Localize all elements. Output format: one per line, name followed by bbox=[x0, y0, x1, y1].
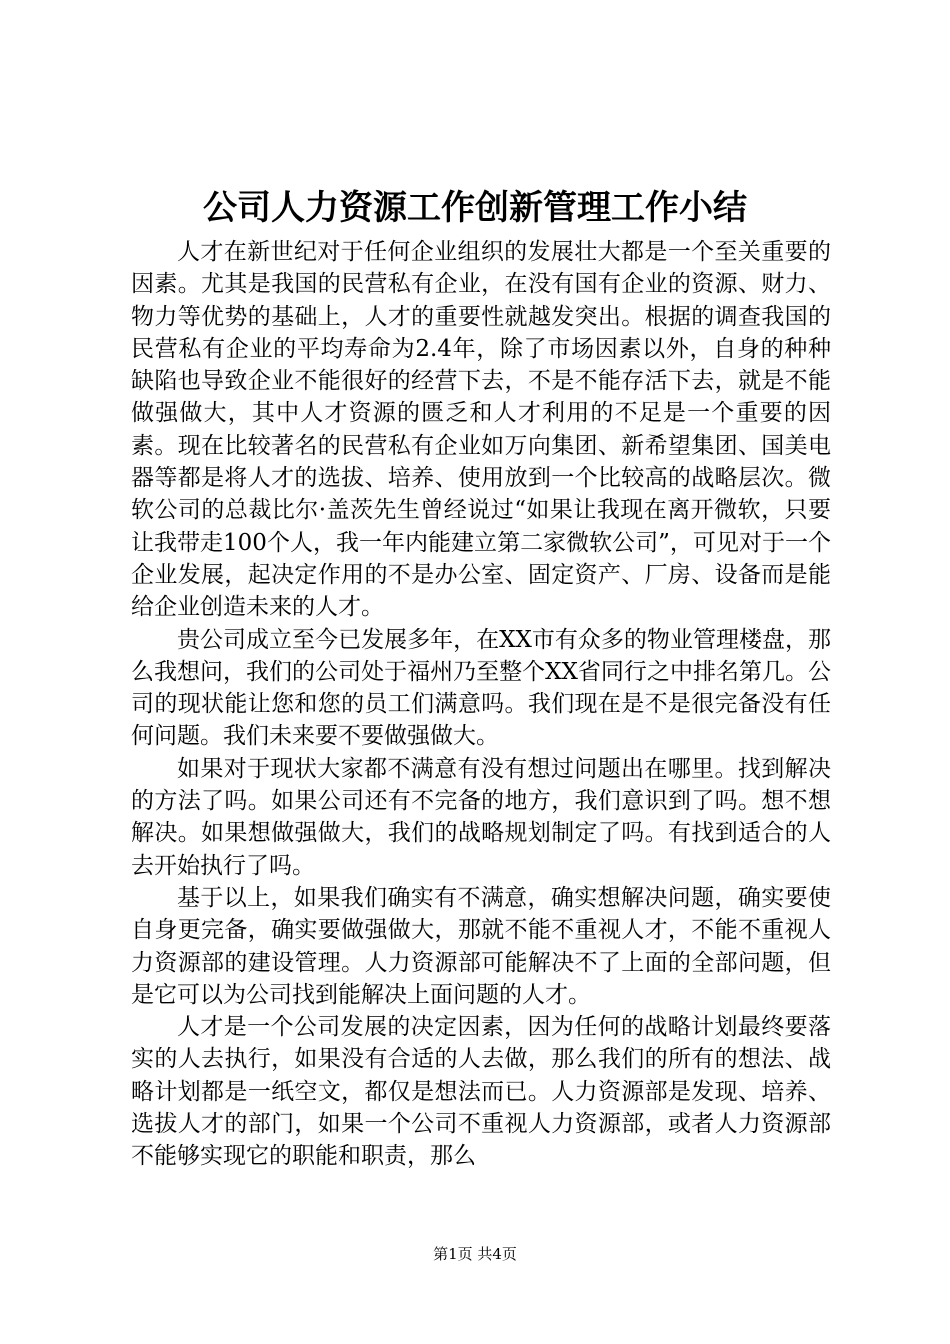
document-title: 公司人力资源工作创新管理工作小结 bbox=[203, 188, 747, 228]
paragraph-5: 人才是一个公司发展的决定因素，因为任何的战略计划最终要落实的人去执行，如果没有合适的人去做，那么我们的所有的想法、战略计划都是一纸空文，都仅是想法而已。人力资源部是发现、培养、选拔人才的部门，如果一个公司不重视人力资源部，或者人力资源部不能够实现它的职能和职责，那么 bbox=[131, 1014, 831, 1170]
document-body bbox=[131, 236, 831, 1173]
paragraph-3: 如果对于现状大家都不满意有没有想过问题出在哪里。找到解决的方法了吗。如果公司还有不完备的地方，我们意识到了吗。想不想解决。如果想做强做大，我们的战略规划制定了吗。有找到适合的人去开始执行了吗。 bbox=[131, 755, 831, 879]
paragraph-4: 基于以上，如果我们确实有不满意，确实想解决问题，确实要使自身更完备，确实要做强做大，那就不能不重视人才，不能不重视人力资源部的建设管理。人力资源部可能解决不了上面的全部问题，但是它可以为公司找到能解决上面问题的人才。 bbox=[131, 884, 831, 1008]
paragraph-2: 贵公司成立至今已发展多年，在XX市有众多的物业管理楼盘，那么我想问，我们的公司处于福州乃至整个XX省同行之中排名第几。公司的现状能让您和您的员工们满意吗。我们现在是不是很完备没有任何问题。我们未来要不要做强做大。 bbox=[131, 626, 831, 750]
paragraph-1: 人才在新世纪对于任何企业组织的发展壮大都是一个至关重要的因素。尤其是我国的民营私有企业，在没有国有企业的资源、财力、物力等优势的基础上，人才的重要性就越发突出。根据的调查我国的民营私有企业的平均寿命为2.4年，除了市场因素以外，自身的种种缺陷也导致企业不能很好的经营下去，不是不能存活下去，就是不能做强做大，其中人才资源的匮乏和人才利用的不足是一个重要的因素。现在比较著名的民营私有企业如万向集团、新希望集团、国美电器等都是将人才的选拔、培养、使用放到一个比较高的战略层次。微软公司的总裁比尔·盖茨先生曾经说过“如果让我现在离开微软，只要让我带走100个人，我一年内能建立第二家微软公司”，可见对于一个企业发展，起决定作用的不是办公室、固定资产、厂房、设备而是能给企业创造未来的人才。 bbox=[131, 239, 831, 621]
page-number-footer: 第1页 共4页 bbox=[433, 1245, 517, 1263]
